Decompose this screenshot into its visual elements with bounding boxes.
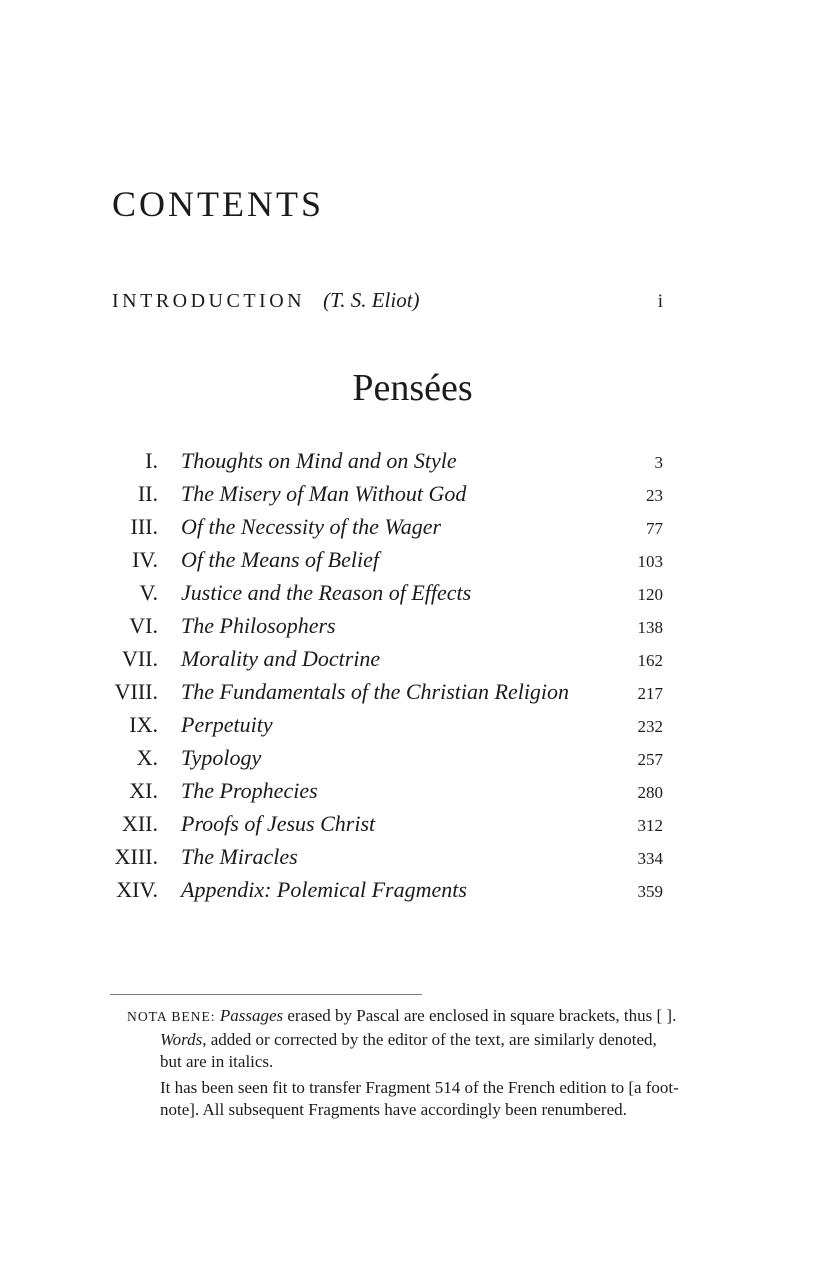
chapter-page-number: 23 bbox=[646, 486, 663, 505]
chapter-page-number: 359 bbox=[637, 882, 663, 901]
chapter-numeral: IV. bbox=[132, 547, 158, 572]
footnote-divider bbox=[110, 994, 422, 995]
chapter-title: The Misery of Man Without God bbox=[181, 481, 467, 506]
toc-row bbox=[112, 841, 663, 874]
chapter-numeral: V. bbox=[139, 580, 158, 605]
chapter-numeral: X. bbox=[136, 745, 158, 770]
toc-row bbox=[112, 874, 663, 907]
chapter-numeral: III. bbox=[130, 514, 158, 539]
footnote-italic-word: Words bbox=[160, 1029, 203, 1049]
chapter-page-number: 77 bbox=[646, 519, 663, 538]
footnote-text: It has been seen fit to transfer Fragment 514 of the French edition to [a foot- bbox=[160, 1077, 679, 1097]
toc-row bbox=[112, 610, 663, 643]
toc-row bbox=[112, 445, 663, 478]
chapter-title: Justice and the Reason of Effects bbox=[181, 580, 472, 605]
chapter-page-number: 3 bbox=[654, 453, 663, 472]
chapter-page-number: 120 bbox=[637, 585, 663, 604]
chapter-numeral: XI. bbox=[129, 778, 158, 803]
toc-row bbox=[112, 775, 663, 808]
chapter-page-number: 162 bbox=[637, 651, 663, 670]
toc-row bbox=[112, 676, 663, 709]
toc-row bbox=[112, 511, 663, 544]
introduction-author: (T. S. Eliot) bbox=[323, 288, 420, 312]
footnote-italic-word: Passages bbox=[215, 1006, 284, 1025]
footnote-line bbox=[127, 1005, 716, 1029]
chapter-page-number: 334 bbox=[637, 849, 663, 868]
footnote-text: , added or corrected by the editor of the text, are similarly denoted, bbox=[202, 1029, 657, 1049]
chapter-numeral: XII. bbox=[121, 811, 158, 836]
chapter-page-number: 312 bbox=[637, 816, 663, 835]
footnote-line bbox=[160, 1077, 716, 1100]
chapter-title: The Fundamentals of the Christian Religion bbox=[181, 679, 570, 704]
section-heading: Pensées bbox=[352, 367, 473, 409]
footnote bbox=[127, 1005, 716, 1122]
footnote-text: note]. All subsequent Fragments have accordingly been renumbered. bbox=[160, 1100, 627, 1119]
toc-row bbox=[112, 808, 663, 841]
chapter-numeral: I. bbox=[145, 448, 158, 473]
footnote-line bbox=[160, 1099, 716, 1122]
chapter-title: Typology bbox=[181, 745, 262, 770]
chapter-title: The Philosophers bbox=[181, 613, 336, 638]
toc-row bbox=[112, 742, 663, 775]
chapter-title: Of the Means of Belief bbox=[181, 547, 379, 572]
chapter-page-number: 217 bbox=[637, 684, 663, 703]
toc-row bbox=[112, 478, 663, 511]
chapter-title: Proofs of Jesus Christ bbox=[181, 811, 376, 836]
toc-row bbox=[112, 577, 663, 610]
chapter-page-number: 280 bbox=[637, 783, 663, 802]
toc-row bbox=[112, 709, 663, 742]
introduction-entry bbox=[112, 288, 663, 313]
chapter-page-number: 138 bbox=[637, 618, 663, 637]
introduction-label: INTRODUCTION bbox=[112, 290, 306, 312]
chapter-page-number: 232 bbox=[637, 717, 663, 736]
footnote-text: erased by Pascal are enclosed in square brackets, thus [ ]. bbox=[283, 1006, 677, 1025]
footnote-line bbox=[160, 1029, 716, 1052]
page-title: CONTENTS bbox=[112, 184, 324, 224]
chapter-title: Of the Necessity of the Wager bbox=[181, 514, 442, 539]
chapter-numeral: IX. bbox=[129, 712, 158, 737]
chapter-numeral: XIV. bbox=[116, 877, 158, 902]
chapter-title: The Prophecies bbox=[181, 778, 318, 803]
toc-list bbox=[112, 445, 663, 907]
introduction-page-number: i bbox=[657, 291, 663, 312]
chapter-page-number: 257 bbox=[637, 750, 663, 769]
chapter-title: Perpetuity bbox=[181, 712, 273, 737]
chapter-numeral: XIII. bbox=[114, 844, 158, 869]
chapter-page-number: 103 bbox=[637, 552, 663, 571]
chapter-numeral: VI. bbox=[129, 613, 158, 638]
footnote-text: but are in italics. bbox=[160, 1052, 274, 1071]
toc-row bbox=[112, 544, 663, 577]
chapter-title: Appendix: Polemical Fragments bbox=[181, 877, 467, 902]
chapter-title: Morality and Doctrine bbox=[181, 646, 381, 671]
chapter-numeral: VII. bbox=[121, 646, 158, 671]
chapter-numeral: II. bbox=[137, 481, 158, 506]
chapter-title: Thoughts on Mind and on Style bbox=[181, 448, 457, 473]
chapter-numeral: VIII. bbox=[114, 679, 158, 704]
footnote-line bbox=[160, 1051, 716, 1074]
toc-row bbox=[112, 643, 663, 676]
chapter-title: The Miracles bbox=[181, 844, 298, 869]
nota-bene-label: NOTA BENE: bbox=[127, 1009, 216, 1024]
